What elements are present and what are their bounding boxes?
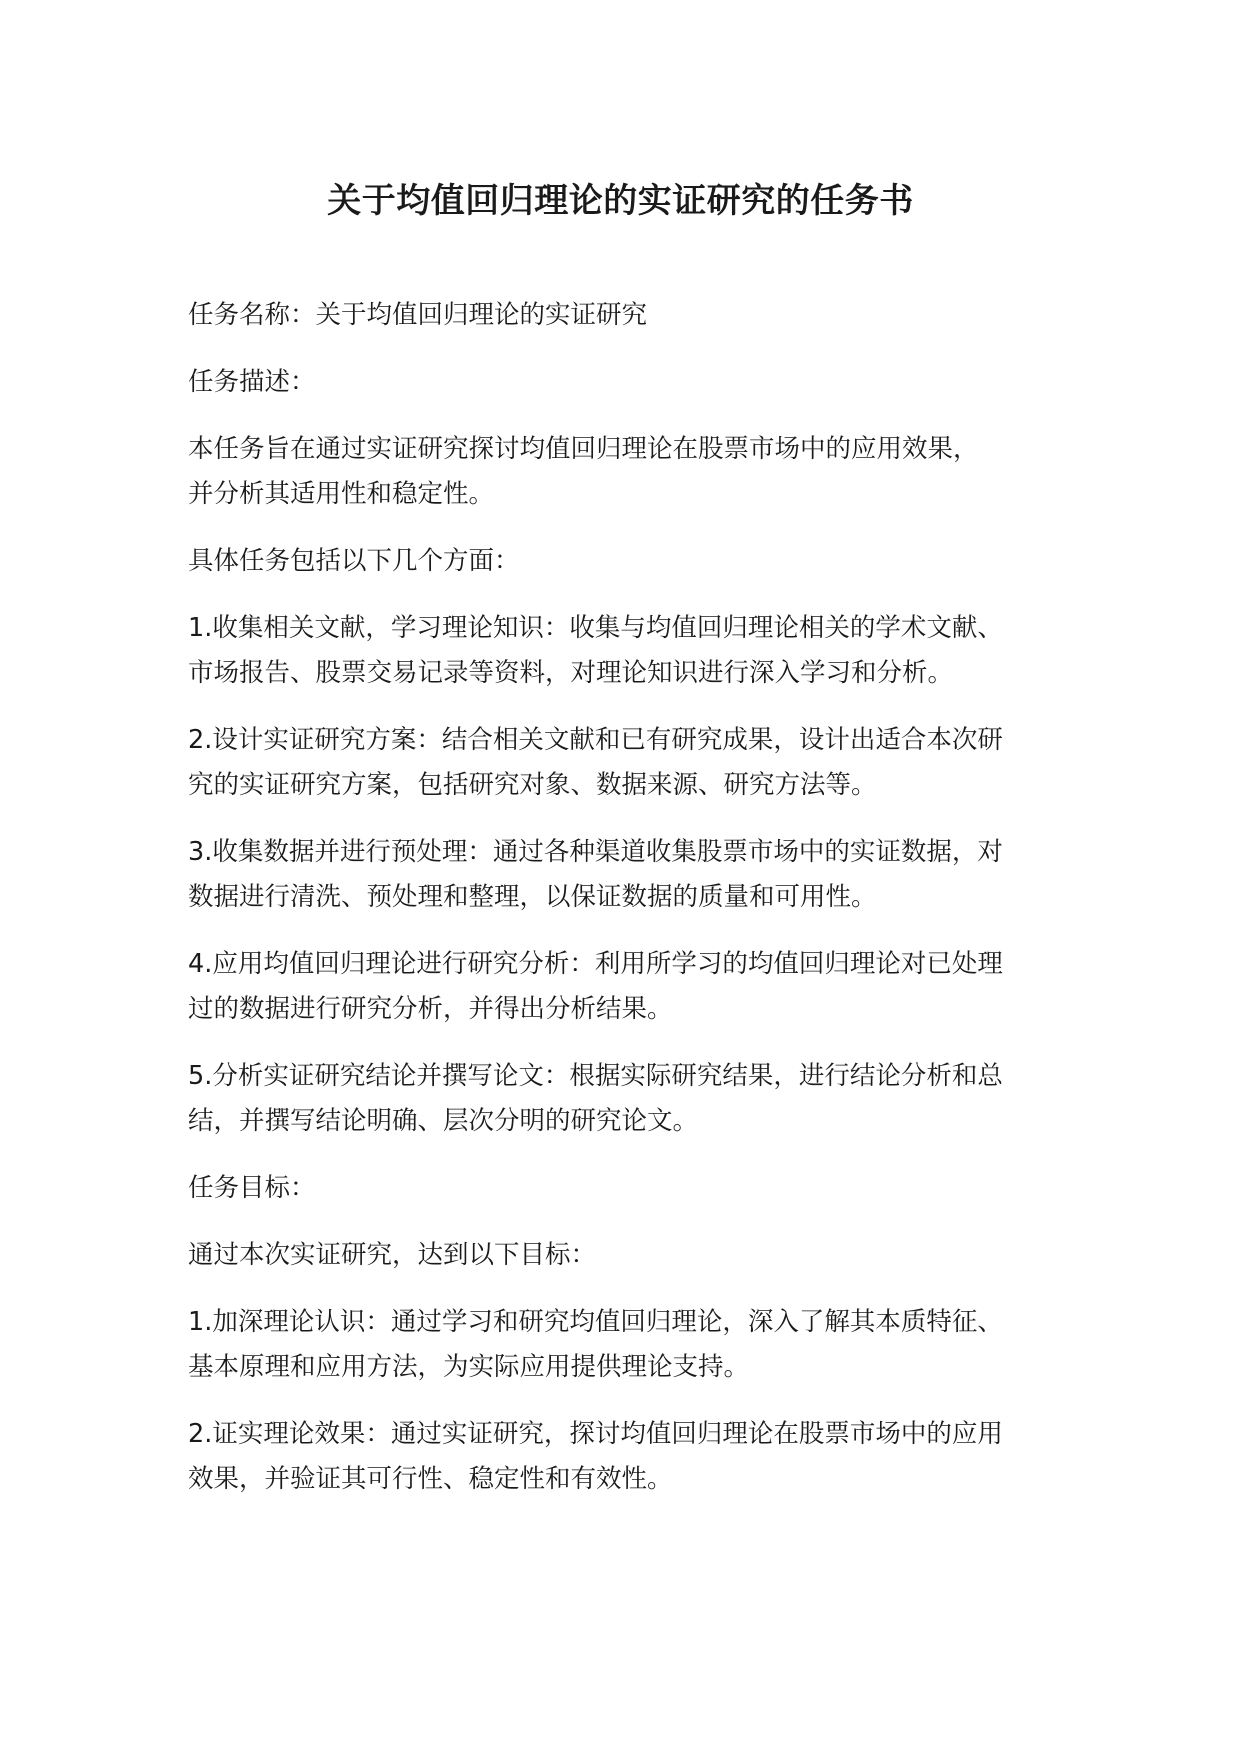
goal-item-2 [188, 1412, 1068, 1502]
task-description-paragraph [188, 427, 1068, 517]
paragraph-line: 任务名称：关于均值回归理论的实证研究 [188, 300, 648, 330]
paragraph-line: 过的数据进行研究分析，并得出分析结果。 [188, 994, 673, 1024]
paragraph-line: 1.加深理论认识：通过学习和研究均值回归理论，深入了解其本质特征、 [188, 1307, 1003, 1337]
paragraph-line: 2.设计实证研究方案：结合相关文献和已有研究成果，设计出适合本次研 [188, 725, 1003, 755]
paragraph-line: 5.分析实证研究结论并撰写论文：根据实际研究结果，进行结论分析和总 [188, 1061, 1003, 1091]
paragraph-line: 基本原理和应用方法，为实际应用提供理论支持。 [188, 1352, 750, 1382]
paragraph-line: 本任务旨在通过实证研究探讨均值回归理论在股票市场中的应用效果， [188, 434, 979, 464]
task-item-2 [188, 718, 1068, 808]
document-body [188, 293, 1068, 1524]
task-item-1 [188, 606, 1068, 696]
task-description-heading [188, 360, 1068, 405]
goal-item-1 [188, 1300, 1068, 1390]
task-scope-intro [188, 539, 1068, 584]
task-goals-heading [188, 1166, 1068, 1211]
task-item-3 [188, 830, 1068, 920]
paragraph-line: 并分析其适用性和稳定性。 [188, 479, 495, 509]
task-item-5 [188, 1054, 1068, 1144]
paragraph-line: 市场报告、股票交易记录等资料，对理论知识进行深入学习和分析。 [188, 658, 954, 688]
paragraph-line: 数据进行清洗、预处理和整理，以保证数据的质量和可用性。 [188, 882, 877, 912]
paragraph-line: 具体任务包括以下几个方面： [188, 546, 520, 576]
paragraph-line: 任务描述： [188, 367, 316, 397]
paragraph-line: 1.收集相关文献，学习理论知识：收集与均值回归理论相关的学术文献、 [188, 613, 1003, 643]
paragraph-line: 3.收集数据并进行预处理：通过各种渠道收集股票市场中的实证数据，对 [188, 837, 1003, 867]
paragraph-line: 究的实证研究方案，包括研究对象、数据来源、研究方法等。 [188, 770, 877, 800]
paragraph-line: 结，并撰写结论明确、层次分明的研究论文。 [188, 1106, 699, 1136]
task-item-4 [188, 942, 1068, 1032]
paragraph-line: 4.应用均值回归理论进行研究分析：利用所学习的均值回归理论对已处理 [188, 949, 1003, 979]
paragraph-line: 任务目标： [188, 1173, 316, 1203]
paragraph-line: 效果，并验证其可行性、稳定性和有效性。 [188, 1464, 673, 1494]
paragraph-line: 2.证实理论效果：通过实证研究，探讨均值回归理论在股票市场中的应用 [188, 1419, 1003, 1449]
paragraph-line: 通过本次实证研究，达到以下目标： [188, 1240, 597, 1270]
document-title: 关于均值回归理论的实证研究的任务书 [327, 181, 914, 221]
task-goals-intro [188, 1233, 1068, 1278]
task-name-paragraph [188, 293, 1068, 338]
